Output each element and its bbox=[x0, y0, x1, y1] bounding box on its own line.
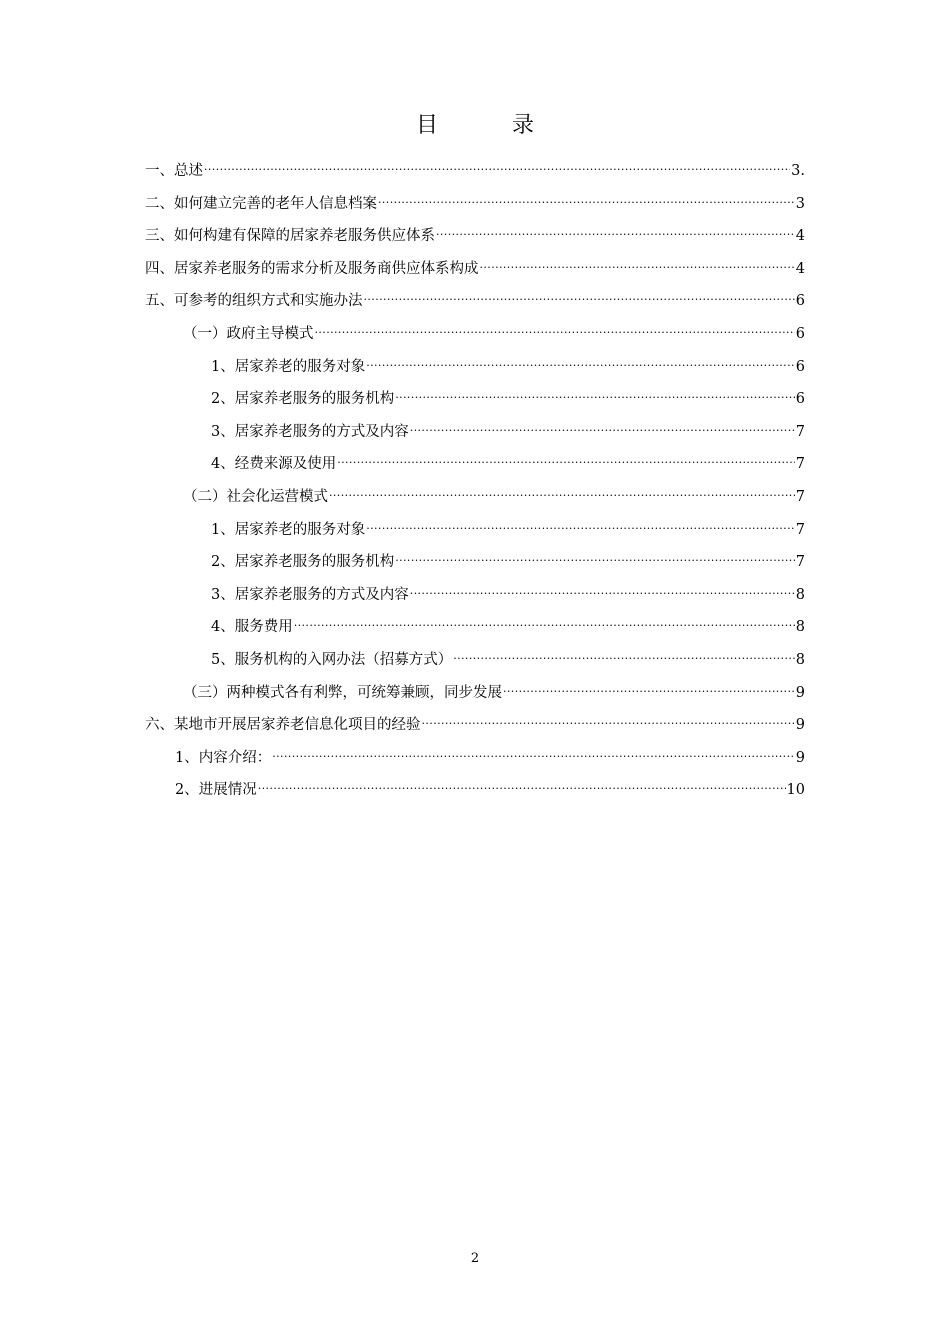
toc-entry-page: 9 bbox=[795, 749, 805, 766]
toc-dot-leader bbox=[364, 291, 795, 305]
toc-entry-page: 8 bbox=[795, 651, 805, 668]
toc-entry-city-project-experience[interactable] bbox=[145, 714, 810, 747]
toc-entry-label: （一）政府主导模式 bbox=[183, 325, 314, 342]
toc-dot-leader bbox=[272, 748, 795, 762]
toc-entry-label: 二、如何建立完善的老年人信息档案 bbox=[145, 195, 377, 212]
toc-entry-page: 4 bbox=[795, 260, 805, 277]
toc-entry-page: 9 bbox=[795, 717, 805, 734]
toc-entry-service-fees[interactable] bbox=[145, 616, 810, 649]
toc-dot-leader bbox=[395, 552, 795, 566]
toc-entry-elderly-info-archive[interactable] bbox=[145, 193, 810, 226]
toc-dot-leader bbox=[337, 454, 795, 468]
toc-entry-page: 3 bbox=[795, 195, 805, 212]
toc-dot-leader bbox=[503, 683, 795, 697]
toc-entry-page: 6 bbox=[795, 358, 805, 375]
toc-entry-social-service-institutions[interactable] bbox=[145, 551, 810, 584]
toc-entry-label: 2、进展情况 bbox=[175, 782, 257, 799]
toc-entry-demand-analysis[interactable] bbox=[145, 258, 810, 291]
toc-dot-leader bbox=[410, 585, 795, 599]
toc-entry-page: 6 bbox=[795, 391, 805, 408]
toc-entry-label: 三、如何构建有保障的居家养老服务供应体系 bbox=[145, 228, 435, 245]
toc-entry-label: 六、某地市开展居家养老信息化项目的经验 bbox=[145, 717, 421, 734]
toc-entry-label: 1、居家养老的服务对象 bbox=[211, 521, 366, 538]
toc-entry-label: 4、经费来源及使用 bbox=[211, 456, 337, 473]
toc-dot-leader bbox=[395, 389, 795, 403]
toc-entry-social-service-methods[interactable] bbox=[145, 584, 810, 617]
toc-entry-social-operation-model[interactable] bbox=[145, 486, 810, 519]
toc-dot-leader bbox=[204, 161, 790, 175]
table-of-contents bbox=[145, 160, 810, 812]
toc-entry-organization-methods[interactable] bbox=[145, 290, 810, 323]
toc-entry-label: 3、居家养老服务的方式及内容 bbox=[211, 423, 409, 440]
toc-dot-leader bbox=[378, 194, 795, 208]
toc-entry-content-introduction[interactable] bbox=[145, 747, 810, 780]
toc-entry-page: 3. bbox=[791, 163, 805, 179]
page-number: 2 bbox=[470, 1251, 480, 1266]
toc-dot-leader bbox=[410, 422, 795, 436]
toc-entry-overview[interactable] bbox=[145, 160, 810, 193]
toc-entry-two-models-comparison[interactable] bbox=[145, 682, 810, 715]
toc-dot-leader bbox=[315, 324, 795, 338]
toc-dot-leader bbox=[294, 617, 795, 631]
toc-entry-network-admission[interactable] bbox=[145, 649, 810, 682]
toc-entry-label: （三）两种模式各有利弊，可统筹兼顾，同步发展 bbox=[183, 684, 502, 701]
toc-entry-page: 6 bbox=[795, 325, 805, 342]
toc-entry-page: 6 bbox=[795, 293, 805, 310]
toc-entry-label: 1、居家养老的服务对象 bbox=[211, 358, 366, 375]
toc-entry-label: 五、可参考的组织方式和实施办法 bbox=[145, 293, 363, 310]
toc-dot-leader bbox=[453, 650, 795, 664]
toc-dot-leader bbox=[436, 226, 795, 240]
toc-entry-gov-funding[interactable] bbox=[145, 453, 810, 486]
toc-entry-page: 4 bbox=[795, 228, 805, 245]
toc-entry-page: 10 bbox=[786, 782, 805, 799]
toc-entry-government-led-model[interactable] bbox=[145, 323, 810, 356]
toc-entry-label: 2、居家养老服务的服务机构 bbox=[211, 554, 395, 571]
toc-entry-label: 4、服务费用 bbox=[211, 619, 293, 636]
toc-entry-supply-system[interactable] bbox=[145, 225, 810, 258]
toc-entry-label: 2、居家养老服务的服务机构 bbox=[211, 391, 395, 408]
toc-entry-gov-service-methods[interactable] bbox=[145, 421, 810, 454]
toc-dot-leader bbox=[422, 715, 795, 729]
toc-entry-page: 8 bbox=[795, 619, 805, 636]
toc-dot-leader bbox=[366, 520, 795, 534]
toc-dot-leader bbox=[366, 357, 795, 371]
toc-entry-page: 7 bbox=[795, 554, 805, 571]
toc-entry-label: 3、居家养老服务的方式及内容 bbox=[211, 586, 409, 603]
toc-entry-gov-service-targets[interactable] bbox=[145, 356, 810, 389]
toc-entry-label: 一、总述 bbox=[145, 163, 203, 179]
toc-entry-label: 5、服务机构的入网办法（招募方式） bbox=[211, 651, 453, 668]
toc-dot-leader bbox=[480, 259, 795, 273]
toc-entry-progress[interactable] bbox=[145, 779, 810, 812]
toc-entry-page: 8 bbox=[795, 586, 805, 603]
toc-dot-leader bbox=[258, 780, 786, 794]
toc-entry-page: 7 bbox=[795, 521, 805, 538]
toc-entry-label: 四、居家养老服务的需求分析及服务商供应体系构成 bbox=[145, 260, 479, 277]
toc-entry-label: （二）社会化运营模式 bbox=[183, 488, 328, 505]
toc-entry-page: 7 bbox=[795, 488, 805, 505]
toc-entry-page: 9 bbox=[795, 684, 805, 701]
toc-entry-page: 7 bbox=[795, 423, 805, 440]
toc-dot-leader bbox=[329, 487, 795, 501]
toc-entry-social-service-targets[interactable] bbox=[145, 519, 810, 552]
page-title: 目 录 bbox=[415, 113, 560, 138]
toc-entry-label: 1、内容介绍： bbox=[175, 749, 272, 766]
toc-entry-page: 7 bbox=[795, 456, 805, 473]
toc-entry-gov-service-institutions[interactable] bbox=[145, 388, 810, 421]
